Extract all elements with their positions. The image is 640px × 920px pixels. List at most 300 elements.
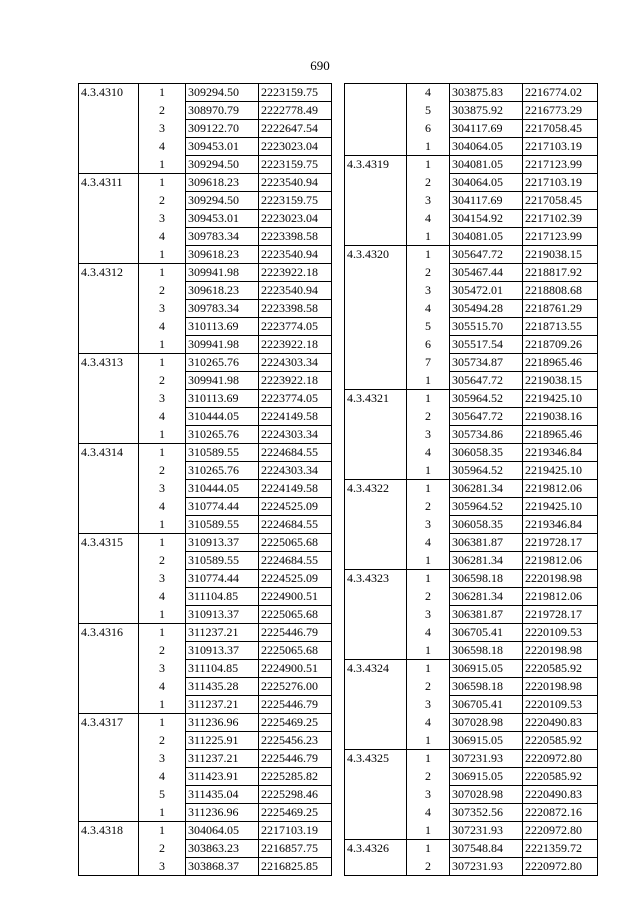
x-coordinate: 304081.05 [450, 228, 523, 246]
point-number: 3 [407, 786, 450, 804]
x-coordinate: 310589.55 [186, 516, 259, 534]
x-coordinate: 307352.56 [450, 804, 523, 822]
x-coordinate: 305517.54 [450, 336, 523, 354]
table-row [79, 390, 332, 408]
table-row [79, 354, 332, 372]
point-number: 3 [407, 282, 450, 300]
point-number: 2 [407, 768, 450, 786]
x-coordinate: 310774.44 [186, 570, 259, 588]
parcel-id [345, 498, 407, 516]
y-coordinate: 2223159.75 [259, 192, 332, 210]
parcel-id [79, 678, 139, 696]
table-row [345, 210, 598, 228]
parcel-id [345, 606, 407, 624]
y-coordinate: 2220198.98 [523, 570, 598, 588]
point-number: 2 [139, 282, 186, 300]
y-coordinate: 2220109.53 [523, 624, 598, 642]
table-row [345, 228, 598, 246]
parcel-id [345, 264, 407, 282]
point-number: 3 [139, 660, 186, 678]
y-coordinate: 2217123.99 [523, 156, 598, 174]
y-coordinate: 2223398.58 [259, 228, 332, 246]
parcel-id [79, 840, 139, 858]
point-number: 4 [407, 624, 450, 642]
x-coordinate: 307231.93 [450, 822, 523, 840]
table-row [79, 804, 332, 822]
x-coordinate: 310913.37 [186, 642, 259, 660]
y-coordinate: 2224303.34 [259, 462, 332, 480]
table-row [345, 462, 598, 480]
table-row [345, 534, 598, 552]
table-row [345, 264, 598, 282]
table-row [345, 120, 598, 138]
table-row [79, 138, 332, 156]
y-coordinate: 2217123.99 [523, 228, 598, 246]
x-coordinate: 309941.98 [186, 264, 259, 282]
y-coordinate: 2224525.09 [259, 570, 332, 588]
point-number: 3 [139, 300, 186, 318]
y-coordinate: 2223398.58 [259, 300, 332, 318]
x-coordinate: 303875.92 [450, 102, 523, 120]
parcel-id [79, 462, 139, 480]
table-row [79, 696, 332, 714]
x-coordinate: 305467.44 [450, 264, 523, 282]
x-coordinate: 305964.52 [450, 498, 523, 516]
point-number: 4 [139, 318, 186, 336]
parcel-id [345, 768, 407, 786]
point-number: 1 [407, 570, 450, 588]
point-number: 4 [139, 138, 186, 156]
x-coordinate: 310113.69 [186, 318, 259, 336]
parcel-id: 4.3.4320 [345, 246, 407, 264]
y-coordinate: 2220585.92 [523, 732, 598, 750]
table-row [345, 714, 598, 732]
point-number: 4 [407, 84, 450, 102]
point-number: 1 [139, 354, 186, 372]
y-coordinate: 2224149.58 [259, 480, 332, 498]
table-row [345, 858, 598, 876]
parcel-id [345, 300, 407, 318]
x-coordinate: 306598.18 [450, 570, 523, 588]
point-number: 1 [407, 642, 450, 660]
table-row [79, 462, 332, 480]
parcel-id: 4.3.4321 [345, 390, 407, 408]
table-row [345, 840, 598, 858]
x-coordinate: 306281.34 [450, 588, 523, 606]
y-coordinate: 2217102.39 [523, 210, 598, 228]
point-number: 1 [139, 624, 186, 642]
point-number: 5 [139, 786, 186, 804]
y-coordinate: 2224525.09 [259, 498, 332, 516]
point-number: 4 [139, 408, 186, 426]
table-row [345, 516, 598, 534]
table-row [79, 678, 332, 696]
point-number: 1 [139, 696, 186, 714]
point-number: 4 [407, 444, 450, 462]
table-row [345, 768, 598, 786]
y-coordinate: 2225469.25 [259, 804, 332, 822]
table-row [345, 480, 598, 498]
parcel-id [79, 336, 139, 354]
point-number: 6 [407, 336, 450, 354]
point-number: 3 [407, 426, 450, 444]
parcel-id [345, 228, 407, 246]
table-row [79, 570, 332, 588]
point-number: 4 [139, 678, 186, 696]
x-coordinate: 311237.21 [186, 624, 259, 642]
y-coordinate: 2219038.16 [523, 408, 598, 426]
y-coordinate: 2223540.94 [259, 246, 332, 264]
parcel-id [345, 210, 407, 228]
y-coordinate: 2217103.19 [523, 138, 598, 156]
table-row [79, 300, 332, 318]
parcel-id [79, 138, 139, 156]
y-coordinate: 2225298.46 [259, 786, 332, 804]
x-coordinate: 305734.87 [450, 354, 523, 372]
parcel-id [345, 516, 407, 534]
x-coordinate: 309294.50 [186, 84, 259, 102]
parcel-id [345, 642, 407, 660]
table-row [345, 804, 598, 822]
table-row [79, 660, 332, 678]
point-number: 4 [139, 768, 186, 786]
table-row [345, 174, 598, 192]
point-number: 1 [139, 516, 186, 534]
x-coordinate: 304064.05 [450, 174, 523, 192]
x-coordinate: 307028.98 [450, 786, 523, 804]
y-coordinate: 2223922.18 [259, 336, 332, 354]
point-number: 2 [407, 264, 450, 282]
table-row [79, 552, 332, 570]
table-row [79, 84, 332, 102]
parcel-id [345, 408, 407, 426]
parcel-id: 4.3.4311 [79, 174, 139, 192]
parcel-id [79, 192, 139, 210]
y-coordinate: 2216773.29 [523, 102, 598, 120]
parcel-id [345, 318, 407, 336]
y-coordinate: 2224684.55 [259, 516, 332, 534]
y-coordinate: 2223774.05 [259, 390, 332, 408]
parcel-id: 4.3.4318 [79, 822, 139, 840]
table-row [79, 588, 332, 606]
x-coordinate: 309783.34 [186, 228, 259, 246]
x-coordinate: 306705.41 [450, 696, 523, 714]
x-coordinate: 304154.92 [450, 210, 523, 228]
parcel-id: 4.3.4313 [79, 354, 139, 372]
x-coordinate: 306381.87 [450, 534, 523, 552]
parcel-id [345, 714, 407, 732]
x-coordinate: 303863.23 [186, 840, 259, 858]
point-number: 3 [407, 696, 450, 714]
table-row [345, 696, 598, 714]
point-number: 1 [407, 138, 450, 156]
point-number: 5 [407, 318, 450, 336]
table-row [345, 408, 598, 426]
point-number: 1 [407, 822, 450, 840]
x-coordinate: 311104.85 [186, 660, 259, 678]
x-coordinate: 304081.05 [450, 156, 523, 174]
x-coordinate: 310265.76 [186, 354, 259, 372]
x-coordinate: 307231.93 [450, 750, 523, 768]
x-coordinate: 309783.34 [186, 300, 259, 318]
point-number: 4 [139, 498, 186, 516]
parcel-id [345, 804, 407, 822]
point-number: 1 [139, 174, 186, 192]
point-number: 3 [139, 858, 186, 876]
parcel-id: 4.3.4324 [345, 660, 407, 678]
y-coordinate: 2225456.23 [259, 732, 332, 750]
parcel-id [345, 786, 407, 804]
coordinates-table-right [344, 83, 598, 876]
x-coordinate: 310265.76 [186, 426, 259, 444]
y-coordinate: 2221359.72 [523, 840, 598, 858]
table-row [79, 156, 332, 174]
y-coordinate: 2220972.80 [523, 858, 598, 876]
parcel-id [79, 552, 139, 570]
point-number: 1 [139, 444, 186, 462]
point-number: 1 [139, 336, 186, 354]
parcel-id [79, 732, 139, 750]
point-number: 1 [139, 534, 186, 552]
point-number: 3 [407, 606, 450, 624]
x-coordinate: 306381.87 [450, 606, 523, 624]
table-row [345, 84, 598, 102]
parcel-id [345, 372, 407, 390]
point-number: 2 [407, 174, 450, 192]
y-coordinate: 2216857.75 [259, 840, 332, 858]
y-coordinate: 2224684.55 [259, 444, 332, 462]
point-number: 3 [407, 192, 450, 210]
x-coordinate: 311236.96 [186, 804, 259, 822]
y-coordinate: 2220585.92 [523, 660, 598, 678]
y-coordinate: 2223159.75 [259, 84, 332, 102]
x-coordinate: 310913.37 [186, 534, 259, 552]
point-number: 3 [139, 480, 186, 498]
parcel-id [79, 768, 139, 786]
parcel-id: 4.3.4317 [79, 714, 139, 732]
y-coordinate: 2220109.53 [523, 696, 598, 714]
parcel-id [345, 138, 407, 156]
parcel-id [345, 102, 407, 120]
point-number: 1 [139, 426, 186, 444]
table-row [79, 444, 332, 462]
point-number: 2 [139, 102, 186, 120]
y-coordinate: 2220972.80 [523, 750, 598, 768]
point-number: 4 [407, 534, 450, 552]
y-coordinate: 2218817.92 [523, 264, 598, 282]
table-row [79, 840, 332, 858]
y-coordinate: 2225446.79 [259, 696, 332, 714]
parcel-id [345, 624, 407, 642]
x-coordinate: 309618.23 [186, 282, 259, 300]
y-coordinate: 2219728.17 [523, 606, 598, 624]
y-coordinate: 2225065.68 [259, 642, 332, 660]
y-coordinate: 2217058.45 [523, 120, 598, 138]
y-coordinate: 2225446.79 [259, 750, 332, 768]
point-number: 2 [139, 462, 186, 480]
point-number: 7 [407, 354, 450, 372]
y-coordinate: 2225446.79 [259, 624, 332, 642]
y-coordinate: 2219346.84 [523, 516, 598, 534]
point-number: 1 [407, 462, 450, 480]
x-coordinate: 305647.72 [450, 408, 523, 426]
y-coordinate: 2217058.45 [523, 192, 598, 210]
point-number: 1 [407, 660, 450, 678]
point-number: 6 [407, 120, 450, 138]
y-coordinate: 2219812.06 [523, 552, 598, 570]
x-coordinate: 310113.69 [186, 390, 259, 408]
table-row [345, 138, 598, 156]
page-number: 690 [310, 58, 330, 73]
y-coordinate: 2220198.98 [523, 642, 598, 660]
x-coordinate: 306598.18 [450, 678, 523, 696]
parcel-id [79, 606, 139, 624]
parcel-id: 4.3.4310 [79, 84, 139, 102]
parcel-id [79, 480, 139, 498]
x-coordinate: 309294.50 [186, 192, 259, 210]
point-number: 1 [407, 732, 450, 750]
table-row [79, 516, 332, 534]
point-number: 2 [407, 588, 450, 606]
parcel-id [79, 804, 139, 822]
table-row [79, 264, 332, 282]
table-row [79, 498, 332, 516]
point-number: 1 [407, 156, 450, 174]
x-coordinate: 310589.55 [186, 552, 259, 570]
y-coordinate: 2223922.18 [259, 264, 332, 282]
x-coordinate: 305647.72 [450, 372, 523, 390]
parcel-id: 4.3.4314 [79, 444, 139, 462]
point-number: 2 [139, 642, 186, 660]
x-coordinate: 310444.05 [186, 408, 259, 426]
y-coordinate: 2219346.84 [523, 444, 598, 462]
point-number: 1 [407, 552, 450, 570]
table-row [79, 426, 332, 444]
y-coordinate: 2216774.02 [523, 84, 598, 102]
y-coordinate: 2224149.58 [259, 408, 332, 426]
table-row [79, 174, 332, 192]
x-coordinate: 311225.91 [186, 732, 259, 750]
parcel-id: 4.3.4312 [79, 264, 139, 282]
table-row [345, 300, 598, 318]
table-row [79, 732, 332, 750]
x-coordinate: 308970.79 [186, 102, 259, 120]
x-coordinate: 310589.55 [186, 444, 259, 462]
point-number: 3 [139, 750, 186, 768]
point-number: 2 [139, 840, 186, 858]
x-coordinate: 311435.04 [186, 786, 259, 804]
parcel-id [79, 858, 139, 876]
table-row [79, 372, 332, 390]
parcel-id [79, 588, 139, 606]
table-row [345, 372, 598, 390]
x-coordinate: 307231.93 [450, 858, 523, 876]
x-coordinate: 306598.18 [450, 642, 523, 660]
x-coordinate: 311236.96 [186, 714, 259, 732]
table-row [345, 786, 598, 804]
y-coordinate: 2223540.94 [259, 282, 332, 300]
parcel-id [345, 462, 407, 480]
x-coordinate: 309941.98 [186, 336, 259, 354]
table-row [79, 534, 332, 552]
point-number: 3 [139, 120, 186, 138]
x-coordinate: 305472.01 [450, 282, 523, 300]
y-coordinate: 2220490.83 [523, 714, 598, 732]
x-coordinate: 305494.28 [450, 300, 523, 318]
parcel-id [345, 552, 407, 570]
parcel-id: 4.3.4315 [79, 534, 139, 552]
parcel-id [79, 750, 139, 768]
y-coordinate: 2219728.17 [523, 534, 598, 552]
point-number: 4 [407, 210, 450, 228]
point-number: 4 [407, 300, 450, 318]
table-row [79, 192, 332, 210]
x-coordinate: 305515.70 [450, 318, 523, 336]
point-number: 1 [407, 246, 450, 264]
parcel-id: 4.3.4322 [345, 480, 407, 498]
point-number: 2 [407, 858, 450, 876]
x-coordinate: 306915.05 [450, 732, 523, 750]
y-coordinate: 2219812.06 [523, 588, 598, 606]
parcel-id [79, 426, 139, 444]
parcel-id [79, 156, 139, 174]
parcel-id [345, 678, 407, 696]
x-coordinate: 311423.91 [186, 768, 259, 786]
table-row [345, 624, 598, 642]
parcel-id [79, 228, 139, 246]
parcel-id [345, 534, 407, 552]
x-coordinate: 306915.05 [450, 660, 523, 678]
y-coordinate: 2216825.85 [259, 858, 332, 876]
y-coordinate: 2225065.68 [259, 606, 332, 624]
table-row [79, 228, 332, 246]
table-row [345, 498, 598, 516]
x-coordinate: 306058.35 [450, 444, 523, 462]
table-row [79, 102, 332, 120]
y-coordinate: 2220872.16 [523, 804, 598, 822]
parcel-id [79, 210, 139, 228]
point-number: 1 [139, 822, 186, 840]
table-row [79, 120, 332, 138]
parcel-id [79, 120, 139, 138]
parcel-id [345, 588, 407, 606]
y-coordinate: 2225285.82 [259, 768, 332, 786]
x-coordinate: 305964.52 [450, 462, 523, 480]
parcel-id [345, 354, 407, 372]
table-row [79, 318, 332, 336]
y-coordinate: 2225065.68 [259, 534, 332, 552]
x-coordinate: 309122.70 [186, 120, 259, 138]
table-row [79, 624, 332, 642]
y-coordinate: 2218965.46 [523, 354, 598, 372]
point-number: 2 [407, 498, 450, 516]
table-row [79, 606, 332, 624]
point-number: 4 [139, 228, 186, 246]
point-number: 1 [139, 156, 186, 174]
y-coordinate: 2219425.10 [523, 462, 598, 480]
point-number: 1 [139, 246, 186, 264]
table-row [79, 768, 332, 786]
point-number: 2 [407, 408, 450, 426]
parcel-id [345, 696, 407, 714]
point-number: 3 [407, 516, 450, 534]
x-coordinate: 309453.01 [186, 210, 259, 228]
point-number: 2 [407, 678, 450, 696]
parcel-id: 4.3.4325 [345, 750, 407, 768]
parcel-id [345, 120, 407, 138]
table-row [345, 390, 598, 408]
point-number: 3 [139, 570, 186, 588]
